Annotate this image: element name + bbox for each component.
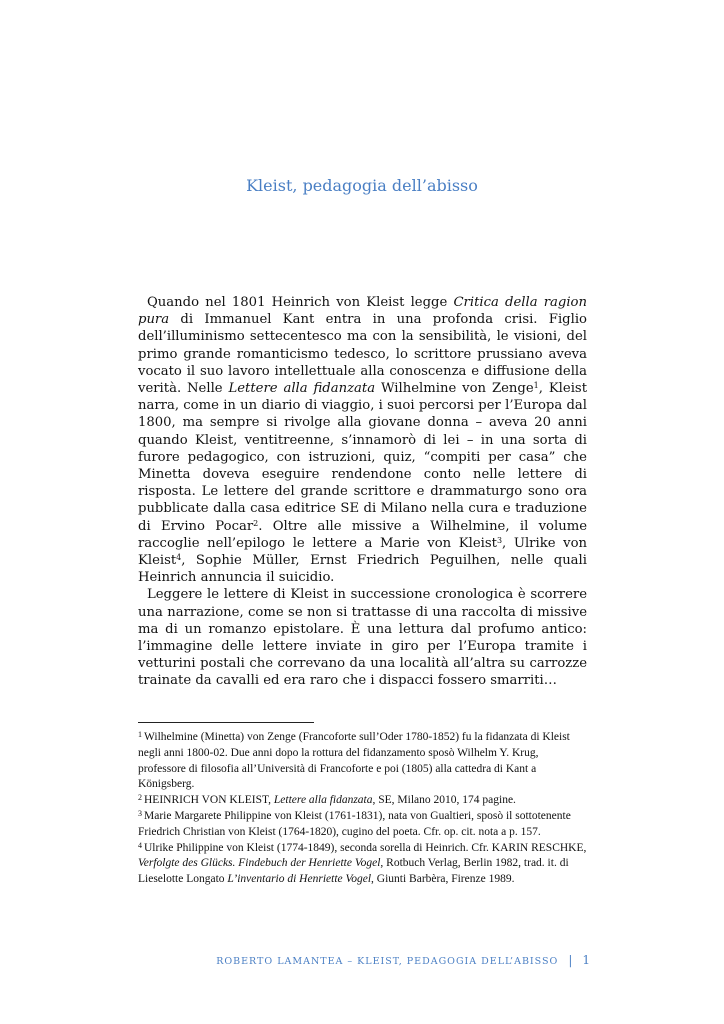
footnote-ref-2[interactable]: 2 [253,518,259,528]
footnote-1 [138,730,587,793]
footnote-number: 2 [138,793,142,803]
footnote-book-title: L’inventario di Henriette Vogel [227,873,372,886]
footnote-text: , Giunti Barbèra, Firenze 1989. [371,873,515,886]
book-title-lettere: Lettere alla fidanzata [228,381,376,397]
footnote-book-title: Verfolgte des Glücks. Findebuch der Henriette Vogel [138,857,381,870]
footnote-text: , Rotbuch Verlag, Berlin 1982, trad. it. di Lieselotte Longato [138,857,569,886]
footnote-book-title: Lettere alla fidanzata [273,794,373,807]
footnote-2 [138,793,587,809]
footnote-number: 4 [138,840,142,850]
text-run: . Oltre alle missive a Wilhelmine, il volume raccoglie nell’epilogo le lettere a Marie von Kleist [138,518,588,551]
footnote-text: HEINRICH VON KLEIST, [144,794,274,807]
footnote-text: Wilhelmine (Minetta) von Zenge (Francoforte sull’Oder 1780-1852) fu la fidanzata di Kleist negli anni 1800-02. Due anni dopo la rottura del fidanzamento sposò Wilhelm Y. Krug, professore di filosofia all’Università di Francoforte e poi (1805) alla cattedra di Kant a Königsberg. [138,731,570,791]
paragraph-2: Leggere le lettere di Kleist in successione cronologica è scorrere una narrazione, come se non si trattasse di una raccolta di missive ma di un romanzo epistolare. È una lettura dal profumo antico: l’immagine delle lettere inviate in giro per l’Europa tramite i vetturini postali che correvano da una località all’altra su carrozze trainate da cavalli ed era raro che i dispacci fossero smarriti… [138,587,587,689]
page-number: 1 [582,953,590,967]
footnote-text: Ulrike Philippine von Kleist (1774-1849), seconda sorella di Heinrich. Cfr. KARIN RESCHKE, [144,841,587,854]
book-title-kant: Critica della ragion pura [138,295,587,328]
text-run: Wilhelmine von Zenge [375,381,534,397]
footnote-number: 3 [138,808,142,818]
paragraph-1 [138,294,587,586]
text-run: , Sophie Müller, Ernst Friedrich Peguilhen, nelle quali Heinrich annuncia il suicidio. [138,553,587,586]
footnote-text: , SE, Milano 2010, 174 pagine. [372,794,516,807]
footnote-3 [138,809,587,841]
footnote-4 [138,841,587,888]
text-run: , Kleist narra, come in un diario di viaggio, i suoi percorsi per l’Europa dal 1800, ma sempre si rivolge alla giovane donna – aveva 20 anni quando Kleist, ventitreenne, s’innamorò di lei – in una sorta di furore pedagogico, con istruzioni, quiz, “compiti per casa” che Minetta doveva eseguire rendendone conto nelle lettere di risposta. Le lettere del grande scrittore e drammaturgo sono ora pubblicate dalla casa editrice SE di Milano nella cura e traduzione di Ervino Pocar [138,381,587,534]
footnote-ref-3[interactable]: 3 [496,535,503,545]
footnote-number: 1 [138,730,142,739]
footnotes [138,730,587,888]
page-footer [150,949,590,968]
footnote-ref-1[interactable]: 1 [533,381,539,391]
text-run: di Immanuel Kant entra in una profonda crisi. Figlio dell’illuminismo settecentesco ma con la sensibilità, le visioni, del primo grande romanticismo tedesco, lo scrittore prussiano aveva vocato il suo lavoro intellettuale alla conoscenza e diffusione della verità. Nelle [138,312,587,397]
footnote-text: Marie Margarete Philippine von Kleist (1761-1831), nata von Gualtieri, sposò il sottotenente Friedrich Christian von Kleist (1764-1820), cugino del poeta. Cfr. op. cit. nota a p. 157. [138,809,571,838]
footnote-divider [138,722,314,723]
footnote-ref-4[interactable]: 4 [176,553,182,563]
footer-separator: | [568,953,573,967]
running-footer-title: ROBERTO LAMANTEA – KLEIST, PEDAGOGIA DELL’ABISSO [216,956,559,967]
article-body [138,294,587,690]
text-run: , Ulrike von Kleist [138,535,588,569]
text-run: Quando nel 1801 Heinrich von Kleist legge [147,295,454,310]
page-title: Kleist, pedagogia dell’abisso [246,176,478,195]
